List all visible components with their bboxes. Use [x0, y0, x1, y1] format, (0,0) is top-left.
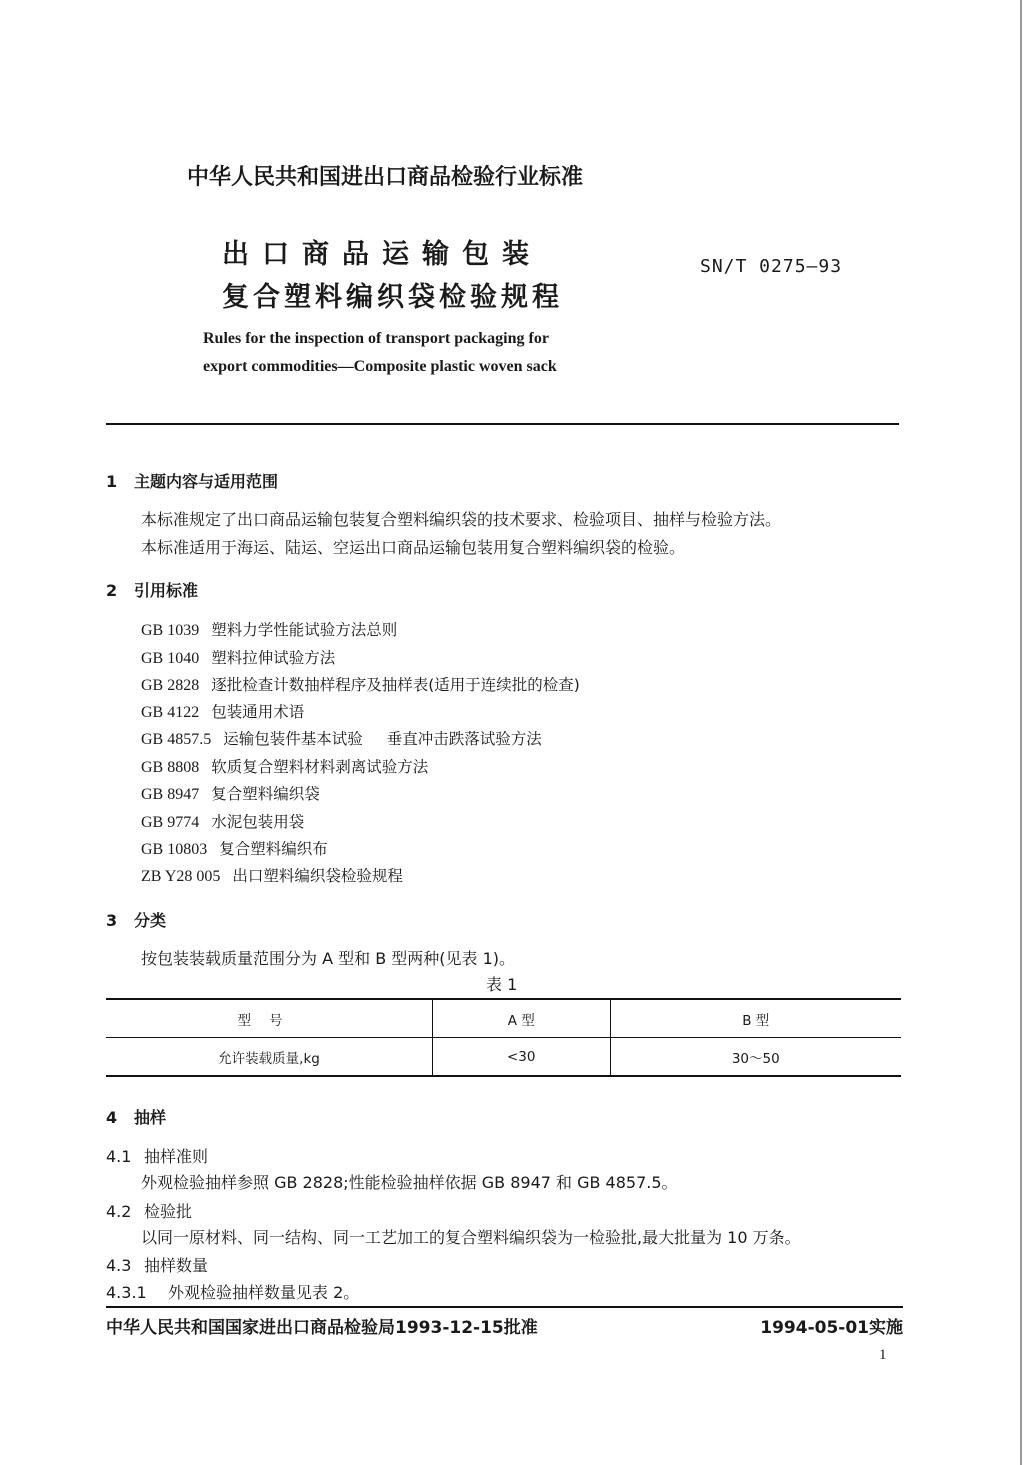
- subsection-number: 4.1: [106, 1147, 132, 1166]
- section-number: 4: [106, 1108, 118, 1127]
- footer-divider: [106, 1306, 903, 1308]
- section-3-paragraph: 按包装装载质量范围分为 A 型和 B 型两种(见表 1)。: [141, 949, 516, 968]
- scan-edge-line: [1020, 0, 1022, 1465]
- reference-item: [141, 810, 304, 832]
- english-title-line1: Rules for the inspection of transport packaging for: [203, 330, 549, 347]
- section-3-heading: [106, 908, 166, 931]
- table-cell: <30: [433, 1038, 611, 1077]
- subsection-4-3-1: [106, 1280, 359, 1303]
- industry-standard-heading: 中华人民共和国进出口商品检验行业标准: [187, 165, 584, 190]
- table-header-cell: B 型: [610, 999, 901, 1038]
- page-number: 1: [879, 1347, 887, 1363]
- reference-item: [141, 646, 335, 668]
- table-caption: 表 1: [486, 975, 518, 994]
- approval-line: 中华人民共和国国家进出口商品检验局1993-12-15批准: [106, 1318, 538, 1338]
- header-divider: [106, 423, 899, 425]
- section-1-heading: [106, 469, 278, 492]
- reference-name: 软质复合塑料材料剥离试验方法: [211, 758, 429, 776]
- reference-item: [141, 755, 428, 777]
- section-title: 引用标准: [134, 581, 199, 600]
- standard-code: SN/T 0275—93: [700, 256, 843, 277]
- table-header-cell: A 型: [433, 999, 611, 1038]
- reference-code: GB 1040: [141, 650, 200, 667]
- reference-code: ZB Y28 005: [141, 868, 221, 885]
- section-title: 分类: [134, 911, 167, 930]
- reference-code: GB 8808: [141, 759, 200, 776]
- reference-code: GB 10803: [141, 841, 208, 858]
- subsection-title: 抽样数量: [144, 1256, 209, 1275]
- reference-code: GB 8947: [141, 786, 200, 803]
- table-cell: 30～50: [610, 1038, 901, 1077]
- section-1-paragraph-1: 本标准规定了出口商品运输包装复合塑料编织袋的技术要求、检验项目、抽样与检验方法。: [141, 510, 782, 529]
- subsection-number: 4.2: [106, 1202, 132, 1221]
- reference-item: [141, 700, 304, 722]
- reference-name: 逐批检查计数抽样程序及抽样表(适用于连续批的检查): [211, 676, 580, 694]
- table-row: [106, 1038, 901, 1077]
- reference-code: GB 4857.5: [141, 731, 212, 748]
- subsection-number: 4.3.1: [106, 1283, 147, 1302]
- section-title: 抽样: [134, 1108, 167, 1127]
- table-header-cell: 型号: [106, 999, 433, 1038]
- subsection-4-3-heading: [106, 1253, 208, 1276]
- document-title-line2: 复合塑料编织袋检验规程: [222, 282, 563, 313]
- reference-item: [141, 618, 397, 640]
- section-number: 3: [106, 911, 118, 930]
- subsection-4-2-heading: [106, 1199, 192, 1222]
- reference-name: 出口塑料编织袋检验规程: [232, 867, 403, 885]
- section-2-heading: [106, 578, 198, 601]
- reference-name: 复合塑料编织布: [219, 840, 328, 858]
- reference-code: GB 4122: [141, 704, 200, 721]
- subsection-4-1-heading: [106, 1144, 208, 1167]
- implementation-date: 1994-05-01实施: [760, 1318, 903, 1338]
- subsection-title: 检验批: [144, 1202, 193, 1221]
- section-number: 1: [106, 472, 118, 491]
- reference-name: 水泥包装用袋: [211, 813, 305, 831]
- reference-name: 运输包装件基本试验: [223, 730, 363, 748]
- subsection-number: 4.3: [106, 1256, 132, 1275]
- subsection-4-1-text: 外观检验抽样参照 GB 2828;性能检验抽样依据 GB 8947 和 GB 4857.5。: [141, 1173, 678, 1192]
- table-header-row: [106, 999, 901, 1038]
- reference-item: [141, 837, 328, 859]
- reference-name-part2: 垂直冲击跌落试验方法: [386, 730, 542, 748]
- english-title-line2: export commodities—Composite plastic woven sack: [203, 358, 557, 375]
- subsection-4-2-text: 以同一原材料、同一结构、同一工艺加工的复合塑料编织袋为一检验批,最大批量为 10 万条。: [141, 1228, 801, 1247]
- table-row-label: 允许装载质量,kg: [218, 1050, 320, 1067]
- document-title-line1: 出口商品运输包装: [222, 239, 542, 270]
- section-title: 主题内容与适用范围: [134, 472, 279, 491]
- subsection-text: 外观检验抽样数量见表 2。: [168, 1283, 360, 1302]
- classification-table: [106, 998, 901, 1077]
- section-1-paragraph-2: 本标准适用于海运、陆运、空运出口商品运输包装用复合塑料编织袋的检验。: [141, 538, 686, 557]
- reference-item: [141, 864, 403, 886]
- reference-name: 复合塑料编织袋: [211, 785, 320, 803]
- section-4-heading: [106, 1105, 166, 1128]
- reference-name: 塑料力学性能试验方法总则: [211, 621, 398, 639]
- reference-code: GB 1039: [141, 622, 200, 639]
- reference-name: 包装通用术语: [211, 703, 305, 721]
- reference-item: [141, 782, 320, 804]
- section-number: 2: [106, 581, 118, 600]
- subsection-title: 抽样准则: [144, 1147, 209, 1166]
- reference-item: [141, 673, 580, 695]
- reference-item: [141, 727, 542, 749]
- reference-code: GB 2828: [141, 677, 200, 694]
- reference-code: GB 9774: [141, 814, 200, 831]
- reference-name: 塑料拉伸试验方法: [211, 649, 336, 667]
